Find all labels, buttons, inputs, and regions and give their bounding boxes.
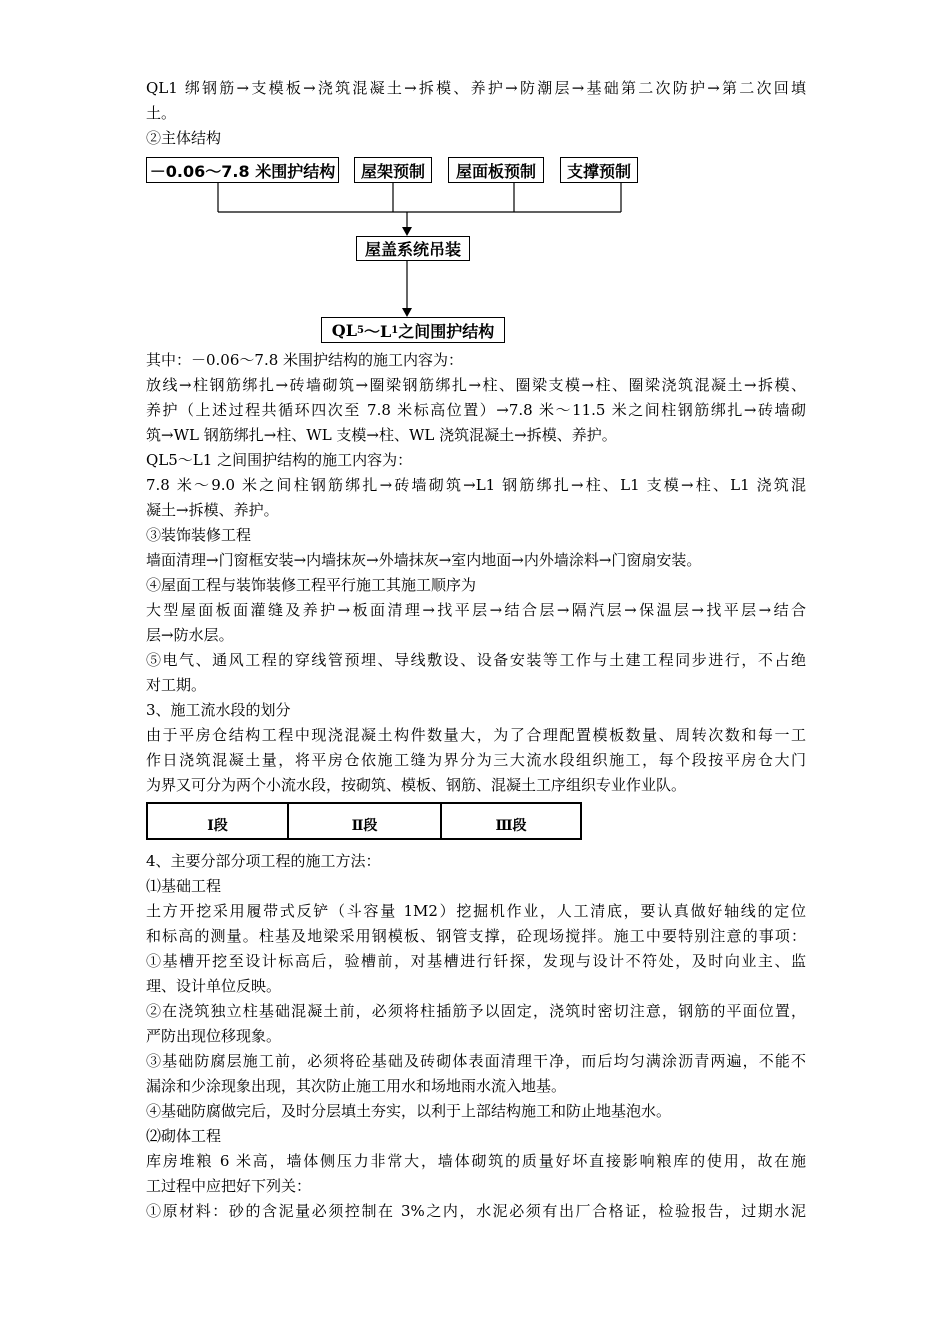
ql-label: QL xyxy=(331,320,357,340)
text-line: ②在浇筑独立柱基础混凝土前，必须将柱插筋予以固定，浇筑时密切注意，钢筋的平面位置， xyxy=(146,1002,806,1020)
text-line: ③基础防腐层施工前，必须将砼基础及砖砌体表面清理干净，而后均匀满涂沥青两遍，不能不 xyxy=(146,1052,806,1070)
text-line: QL5～L1 之间围护结构的施工内容为： xyxy=(146,451,413,469)
text-line: 凝土→拆模、养护。 xyxy=(146,501,279,519)
text-line: 7.8 米～9.0 米之间柱钢筋绑扎→砖墙砌筑→L1 钢筋绑扎→柱、L1 支模→柱、L1 浇筑混 xyxy=(146,476,806,494)
flow-box-roof-lifting: 屋盖系统吊装 xyxy=(356,236,470,261)
text-line: QL1 绑钢筋→支模板→浇筑混凝土→拆模、养护→防潮层→基础第二次防护→第二次回填 xyxy=(146,79,806,97)
flow-box-roof-panel-prefab: 屋面板预制 xyxy=(448,157,544,183)
text-line: 土。 xyxy=(146,104,177,122)
text-line: 由于平房仓结构工程中现浇混凝土构件数量大，为了合理配置模板数量、周转次数和每一工 xyxy=(146,726,806,744)
section-heading: 3、施工流水段的划分 xyxy=(146,701,291,719)
section-heading: ②主体结构 xyxy=(146,129,222,147)
text-line: 对工期。 xyxy=(146,676,207,694)
box-suffix: 之间围护结构 xyxy=(398,321,495,341)
segment-cell-2: Ⅱ段 xyxy=(287,802,442,840)
text-line: 漏涂和少涂现象出现，其次防止施工用水和场地雨水流入地基。 xyxy=(146,1077,567,1095)
l-subscript: 1 xyxy=(391,324,399,336)
text-line: 理、设计单位反映。 xyxy=(146,977,282,995)
text-line: 土方开挖采用履带式反铲（斗容量 1M2）挖掘机作业，人工清底，要认真做好轴线的定位 xyxy=(146,902,806,920)
text-line: 放线→柱钢筋绑扎→砖墙砌筑→圈梁钢筋绑扎→柱、圈梁支模→柱、圈梁浇筑混凝土→拆模、 xyxy=(146,376,806,394)
text-line: 墙面清理→门窗框安装→内墙抹灰→外墙抹灰→室内地面→内外墙涂料→门窗扇安装。 xyxy=(146,551,702,569)
section-heading: ③装饰装修工程 xyxy=(146,526,252,544)
section-heading: ⑵砌体工程 xyxy=(146,1127,222,1145)
section-heading: ⑴基础工程 xyxy=(146,877,222,895)
text-line: ⑤电气、通风工程的穿线管预埋、导线敷设、设备安装等工作与土建工程同步进行，不占绝 xyxy=(146,651,806,669)
text-line: 层→防水层。 xyxy=(146,626,234,644)
text-line: 其中：－0.06～7.8 米围护结构的施工内容为： xyxy=(146,351,464,369)
flow-box-enclosure: －0.06～7.8 米围护结构 xyxy=(146,157,339,183)
text-line: ①原材料：砂的含泥量必须控制在 3%之内，水泥必须有出厂合格证，检验报告，过期水泥 xyxy=(146,1202,806,1220)
l-label: ～L xyxy=(363,321,392,341)
ql-subscript: 5 xyxy=(356,324,364,336)
text-line: ④基础防腐做完后，及时分层填土夯实，以利于上部结构施工和防止地基泡水。 xyxy=(146,1102,672,1120)
text-line: 和标高的测量。柱基及地梁采用钢模板、钢管支撑，砼现场搅拌。施工中要特别注意的事项： xyxy=(146,927,806,945)
segment-cell-3: Ⅲ段 xyxy=(440,802,582,840)
text-line: 作日浇筑混凝土量，将平房仓依施工缝为界分为三大流水段组织施工，每个段按平房仓大门 xyxy=(146,751,806,769)
text-line: 大型屋面板面灌缝及养护→板面清理→找平层→结合层→隔汽层→保温层→找平层→结合 xyxy=(146,601,806,619)
section-heading: 4、主要分部分项工程的施工方法： xyxy=(146,852,381,870)
segment-cell-1: Ⅰ段 xyxy=(146,802,289,840)
text-line: 养护（上述过程共循环四次至 7.8 米标高位置）→7.8 米～11.5 米之间柱钢筋绑扎→砖墙砌 xyxy=(146,401,806,419)
text-line: ①基槽开挖至设计标高后，验槽前，对基槽进行钎探，发现与设计不符处，及时向业主、监 xyxy=(146,952,806,970)
text-line: 严防出现位移现象。 xyxy=(146,1027,282,1045)
flow-box-support-prefab: 支撑预制 xyxy=(560,157,638,183)
section-heading: ④屋面工程与装饰装修工程平行施工其施工顺序为 xyxy=(146,576,477,594)
text-line: 库房堆粮 6 米高，墙体侧压力非常大，墙体砌筑的质量好坏直接影响粮库的使用，故在施 xyxy=(146,1152,806,1170)
text-line: 为界又可分为两个小流水段，按砌筑、模板、钢筋、混凝土工序组织专业作业队。 xyxy=(146,776,687,794)
flow-box-truss-prefab: 屋架预制 xyxy=(354,157,432,183)
flow-box-ql5-l1-enclosure xyxy=(321,317,505,343)
text-line: 工过程中应把好下列关： xyxy=(146,1177,312,1195)
flow-connectors xyxy=(0,0,950,360)
text-line: 筑→WL 钢筋绑扎→柱、WL 支模→柱、WL 浇筑混凝土→拆模、养护。 xyxy=(146,426,617,444)
